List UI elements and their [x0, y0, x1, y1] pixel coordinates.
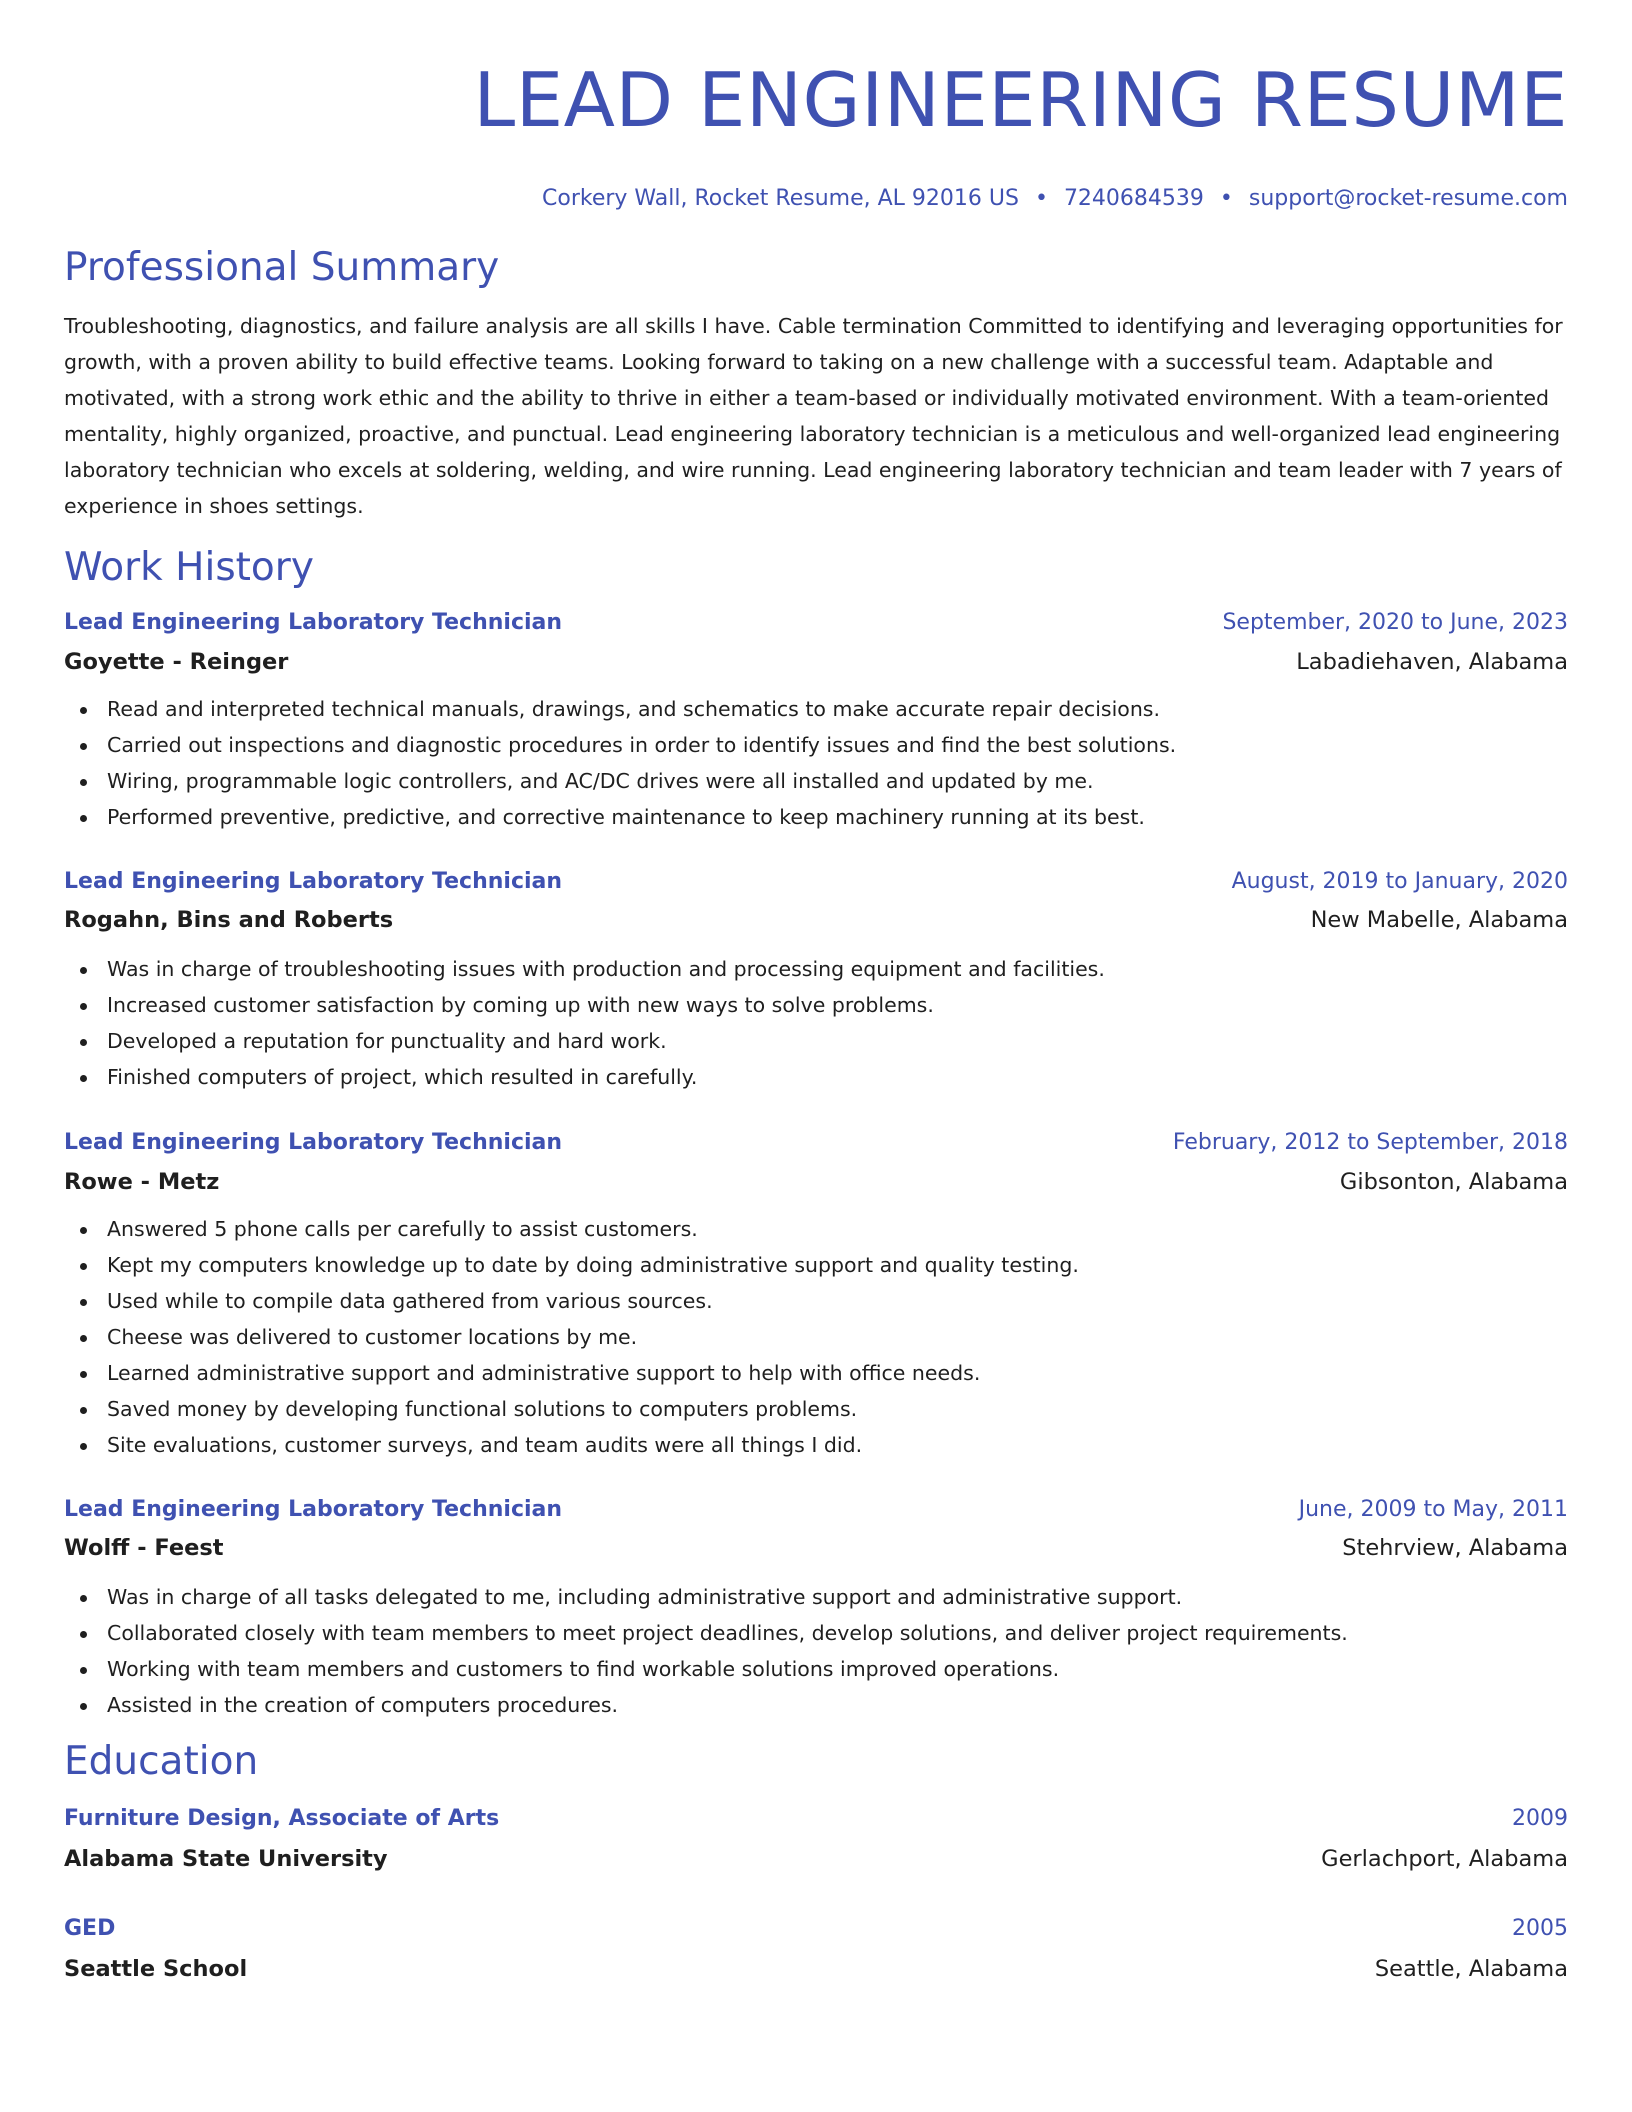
job-bullet: Assisted in the creation of computers procedures.: [64, 1687, 1568, 1723]
contact-separator: •: [1034, 186, 1048, 211]
job-location: Labadiehaven, Alabama: [1296, 649, 1568, 675]
job-bullet: Learned administrative support and administrative support to help with office needs.: [64, 1355, 1568, 1391]
job-bullets: [64, 691, 1568, 835]
education-school-row: [64, 1844, 1568, 1874]
contact-email: support@rocket-resume.com: [1248, 186, 1568, 211]
education-degree: GED: [64, 1916, 116, 1941]
education-school: Seattle School: [64, 1956, 248, 1982]
job-bullet: Was in charge of troubleshooting issues with production and processing equipment and facilities.: [64, 951, 1568, 987]
education-year: 2009: [1512, 1806, 1568, 1831]
job-bullets: [64, 1579, 1568, 1723]
contact-line: [64, 185, 1568, 213]
education-school: Alabama State University: [64, 1846, 388, 1872]
education-year: 2005: [1512, 1916, 1568, 1941]
contact-phone: 7240684539: [1063, 186, 1204, 211]
job-dates: June, 2009 to May, 2011: [1298, 1497, 1568, 1522]
job-bullet: Finished computers of project, which resulted in carefully.: [64, 1059, 1568, 1095]
job-bullet: Carried out inspections and diagnostic procedures in order to identify issues and find the best solutions.: [64, 727, 1568, 763]
job-bullet: Collaborated closely with team members to meet project deadlines, develop solutions, and deliver project requirements.: [64, 1615, 1568, 1651]
job-entry: [64, 867, 1568, 1095]
job-bullet: Working with team members and customers to find workable solutions improved operations.: [64, 1651, 1568, 1687]
job-bullet: Wiring, programmable logic controllers, and AC/DC drives were all installed and updated by me.: [64, 763, 1568, 799]
job-company: Goyette - Reinger: [64, 649, 289, 675]
contact-address: Corkery Wall, Rocket Resume, AL 92016 US: [542, 186, 1019, 211]
work-history-heading: Work History: [64, 545, 314, 590]
job-bullet: Was in charge of all tasks delegated to me, including administrative support and administrative support.: [64, 1579, 1568, 1615]
job-company: Wolff - Feest: [64, 1535, 224, 1561]
summary-heading: Professional Summary: [64, 245, 500, 290]
job-entry: [64, 608, 1568, 835]
job-bullet: Saved money by developing functional solutions to computers problems.: [64, 1391, 1568, 1427]
job-header-row: [64, 608, 1568, 638]
resume-title: LEAD ENGINEERING RESUME: [473, 56, 1568, 144]
summary-text: Troubleshooting, diagnostics, and failure analysis are all skills I have. Cable termination Committed to identifying and leveraging opportunities for growth, with a proven ability to build effective teams. Looking forward to taking on a new challenge with a successful team. Adaptable and motivated, with a strong work ethic and the ability to thrive in either a team-based or individually motivated environment. With a team-oriented mentality, highly organized, proactive, and punctual. Lead engineering laboratory technician is a meticulous and well-organized lead engineering laboratory technician who excels at soldering, welding, and wire running. Lead engineering laboratory technician and team leader with 7 years of experience in shoes settings.: [64, 314, 1563, 518]
job-entry: [64, 1495, 1568, 1723]
education-location: Gerlachport, Alabama: [1321, 1846, 1568, 1872]
job-entry: [64, 1128, 1568, 1463]
job-bullet: Increased customer satisfaction by coming up with new ways to solve problems.: [64, 987, 1568, 1023]
job-bullet: Used while to compile data gathered from various sources.: [64, 1283, 1568, 1319]
job-company-row: [64, 905, 1568, 935]
job-bullet: Site evaluations, customer surveys, and team audits were all things I did.: [64, 1427, 1568, 1463]
job-location: New Mabelle, Alabama: [1310, 907, 1568, 933]
job-bullet: Performed preventive, predictive, and corrective maintenance to keep machinery running at its best.: [64, 799, 1568, 835]
job-bullets: [64, 1211, 1568, 1463]
education-entry: [64, 1804, 1568, 1874]
education-school-row: [64, 1954, 1568, 1984]
job-bullet: Developed a reputation for punctuality and hard work.: [64, 1023, 1568, 1059]
job-bullet: Kept my computers knowledge up to date by doing administrative support and quality testing.: [64, 1247, 1568, 1283]
job-title: Lead Engineering Laboratory Technician: [64, 1497, 563, 1522]
contact-separator: •: [1219, 186, 1233, 211]
job-company-row: [64, 1533, 1568, 1563]
resume-header: [64, 50, 1568, 213]
job-title: Lead Engineering Laboratory Technician: [64, 1130, 563, 1155]
education-heading: Education: [64, 1739, 259, 1784]
job-bullet: Cheese was delivered to customer locations by me.: [64, 1319, 1568, 1355]
education-header-row: [64, 1914, 1568, 1944]
job-header-row: [64, 1128, 1568, 1158]
job-header-row: [64, 867, 1568, 897]
job-company-row: [64, 647, 1568, 677]
job-title: Lead Engineering Laboratory Technician: [64, 869, 563, 894]
job-company: Rogahn, Bins and Roberts: [64, 907, 394, 933]
job-dates: August, 2019 to January, 2020: [1231, 869, 1568, 894]
education-degree: Furniture Design, Associate of Arts: [64, 1806, 500, 1831]
job-bullet: Answered 5 phone calls per carefully to assist customers.: [64, 1211, 1568, 1247]
job-bullet: Read and interpreted technical manuals, drawings, and schematics to make accurate repair decisions.: [64, 691, 1568, 727]
education-header-row: [64, 1804, 1568, 1834]
job-dates: February, 2012 to September, 2018: [1172, 1130, 1568, 1155]
job-bullets: [64, 951, 1568, 1095]
job-company: Rowe - Metz: [64, 1169, 220, 1195]
job-dates: September, 2020 to June, 2023: [1222, 610, 1568, 635]
job-company-row: [64, 1167, 1568, 1197]
education-location: Seattle, Alabama: [1374, 1956, 1568, 1982]
job-location: Gibsonton, Alabama: [1339, 1169, 1568, 1195]
job-location: Stehrview, Alabama: [1342, 1535, 1568, 1561]
job-header-row: [64, 1495, 1568, 1525]
job-title: Lead Engineering Laboratory Technician: [64, 610, 563, 635]
education-entry: [64, 1914, 1568, 1984]
